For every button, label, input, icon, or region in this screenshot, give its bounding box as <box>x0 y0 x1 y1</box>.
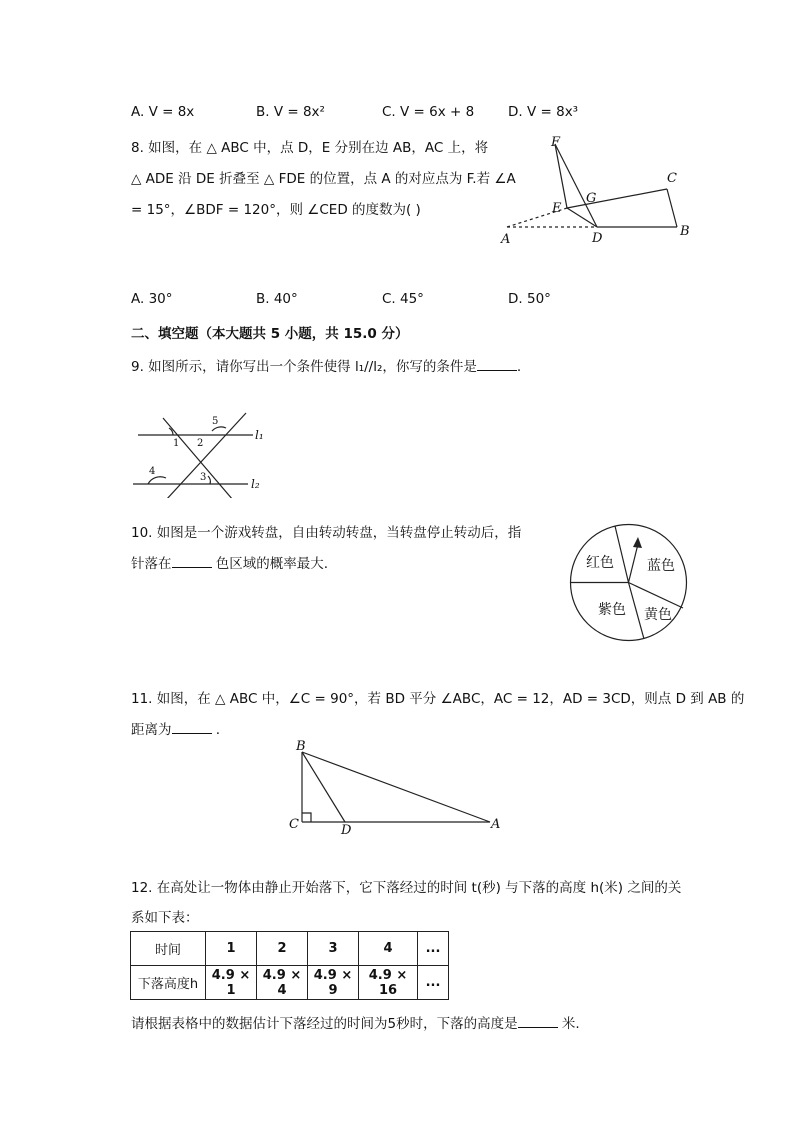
answer-blank <box>172 555 212 568</box>
bisector-bd <box>302 752 345 822</box>
q8-figure <box>495 132 700 252</box>
line-label-l2: l₂ <box>251 477 260 491</box>
table-cell: 1 <box>206 932 257 966</box>
answer-blank <box>477 358 517 371</box>
q12-text-line3 <box>131 1012 580 1032</box>
angle-label-4: 4 <box>149 466 156 477</box>
table-cell: 4.9 × 16 <box>359 966 418 1000</box>
table-cell: ... <box>418 966 449 1000</box>
label-b: B <box>680 224 690 239</box>
divider-purple-yellow <box>629 583 645 640</box>
q7-option-b: B. V = 8x² <box>256 104 325 120</box>
angle-label-2: 2 <box>197 438 204 449</box>
q11-text-line1: 11. 如图，在 △ ABC 中，∠C = 90°，若 BD 平分 ∠ABC，AC = 12，AD = 3CD，则点 D 到 AB 的 <box>131 691 745 707</box>
q11-text-line2-end: . <box>211 722 221 738</box>
q8-option-b: B. 40° <box>256 291 298 307</box>
answer-blank <box>172 721 212 734</box>
q8-text-line3: = 15°，∠BDF = 120°，则 ∠CED 的度数为( ) <box>131 202 421 218</box>
label-g: G <box>586 191 597 206</box>
table-cell: 4.9 × 1 <box>206 966 257 1000</box>
label-d: D <box>341 823 352 837</box>
table-row <box>131 966 449 1000</box>
q12-text-line1: 12. 在高处让一物体由静止开始落下，它下落经过的时间 t(秒) 与下落的高度 h(米) 之间的关 <box>131 880 682 896</box>
section-heading: 二、填空题（本大题共 5 小题，共 15.0 分） <box>131 326 409 342</box>
q9-text-body: 9. 如图所示，请你写出一个条件使得 l₁//l₂，你写的条件是 <box>131 359 477 375</box>
q9-text-end: . <box>516 359 522 375</box>
q12-text-line2: 系如下表： <box>131 910 199 926</box>
q8-option-d: D. 50° <box>508 291 551 307</box>
table-cell: 4 <box>359 932 418 966</box>
q12-data-table <box>130 931 449 1000</box>
transversal-2 <box>166 413 246 498</box>
region-label-purple: 紫色 <box>598 602 626 618</box>
angle-label-3: 3 <box>200 472 207 483</box>
q10-text-line2-end: 色区域的概率最大. <box>211 556 329 572</box>
q10-text-line2 <box>131 552 328 572</box>
table-cell: 3 <box>308 932 359 966</box>
region-label-yellow: 黄色 <box>644 607 672 623</box>
angle-arc-3 <box>208 476 210 484</box>
q7-option-a: A. V = 8x <box>131 104 195 120</box>
segment-ba <box>302 752 490 822</box>
angle-label-1: 1 <box>173 438 180 449</box>
label-c: C <box>667 171 677 186</box>
divider-red-blue <box>615 526 629 583</box>
label-e: E <box>552 201 562 216</box>
q11-text-line2-start: 距离为 <box>131 722 172 738</box>
label-f: F <box>551 135 561 150</box>
q8-text-line1: 8. 如图，在 △ ABC 中，点 D，E 分别在边 AB，AC 上，将 <box>131 140 489 156</box>
q9-figure <box>128 408 278 498</box>
table-cell: 2 <box>257 932 308 966</box>
table-cell: 下落高度h <box>131 966 206 1000</box>
q10-spinner-wheel <box>566 520 691 645</box>
fold-line-fe <box>555 144 567 208</box>
table-row <box>131 932 449 966</box>
divider-yellow-blue <box>629 583 684 609</box>
right-angle-mark <box>302 813 311 822</box>
table-cell: 4.9 × 9 <box>308 966 359 1000</box>
label-a: A <box>491 817 501 832</box>
angle-arc-5 <box>212 427 226 431</box>
transversal-1 <box>163 418 233 498</box>
answer-blank <box>518 1015 558 1028</box>
q11-text-line2 <box>131 718 220 738</box>
q12-text-line3-start: 请根据表格中的数据估计下落经过的时间为5秒时，下落的高度是 <box>131 1016 518 1032</box>
region-label-red: 红色 <box>586 555 614 571</box>
label-a: A <box>501 232 511 247</box>
q8-option-a: A. 30° <box>131 291 173 307</box>
angle-arc-4 <box>148 477 166 484</box>
q11-figure <box>285 737 510 837</box>
angle-label-5: 5 <box>212 416 219 427</box>
q7-option-d: D. V = 8x³ <box>508 104 579 120</box>
label-b: B <box>296 739 306 754</box>
q7-option-c: C. V = 6x + 8 <box>382 104 475 120</box>
q9-text <box>131 355 521 375</box>
q10-text-line2-start: 针落在 <box>131 556 172 572</box>
q8-option-c: C. 45° <box>382 291 424 307</box>
label-c: C <box>289 817 299 832</box>
segment-cb <box>667 189 677 227</box>
pointer-arrow <box>629 544 639 583</box>
table-cell: 4.9 × 4 <box>257 966 308 1000</box>
region-label-blue: 蓝色 <box>647 558 675 574</box>
q12-text-line3-end: 米. <box>557 1016 580 1032</box>
line-label-l1: l₁ <box>255 428 264 442</box>
table-cell: ... <box>418 932 449 966</box>
table-cell: 时间 <box>131 932 206 966</box>
label-d: D <box>592 231 603 246</box>
q10-text-line1: 10. 如图是一个游戏转盘，自由转动转盘，当转盘停止转动后，指 <box>131 525 522 541</box>
q8-text-line2: △ ADE 沿 DE 折叠至 △ FDE 的位置，点 A 的对应点为 F.若 ∠A <box>131 171 516 187</box>
pointer-arrowhead <box>633 537 642 548</box>
